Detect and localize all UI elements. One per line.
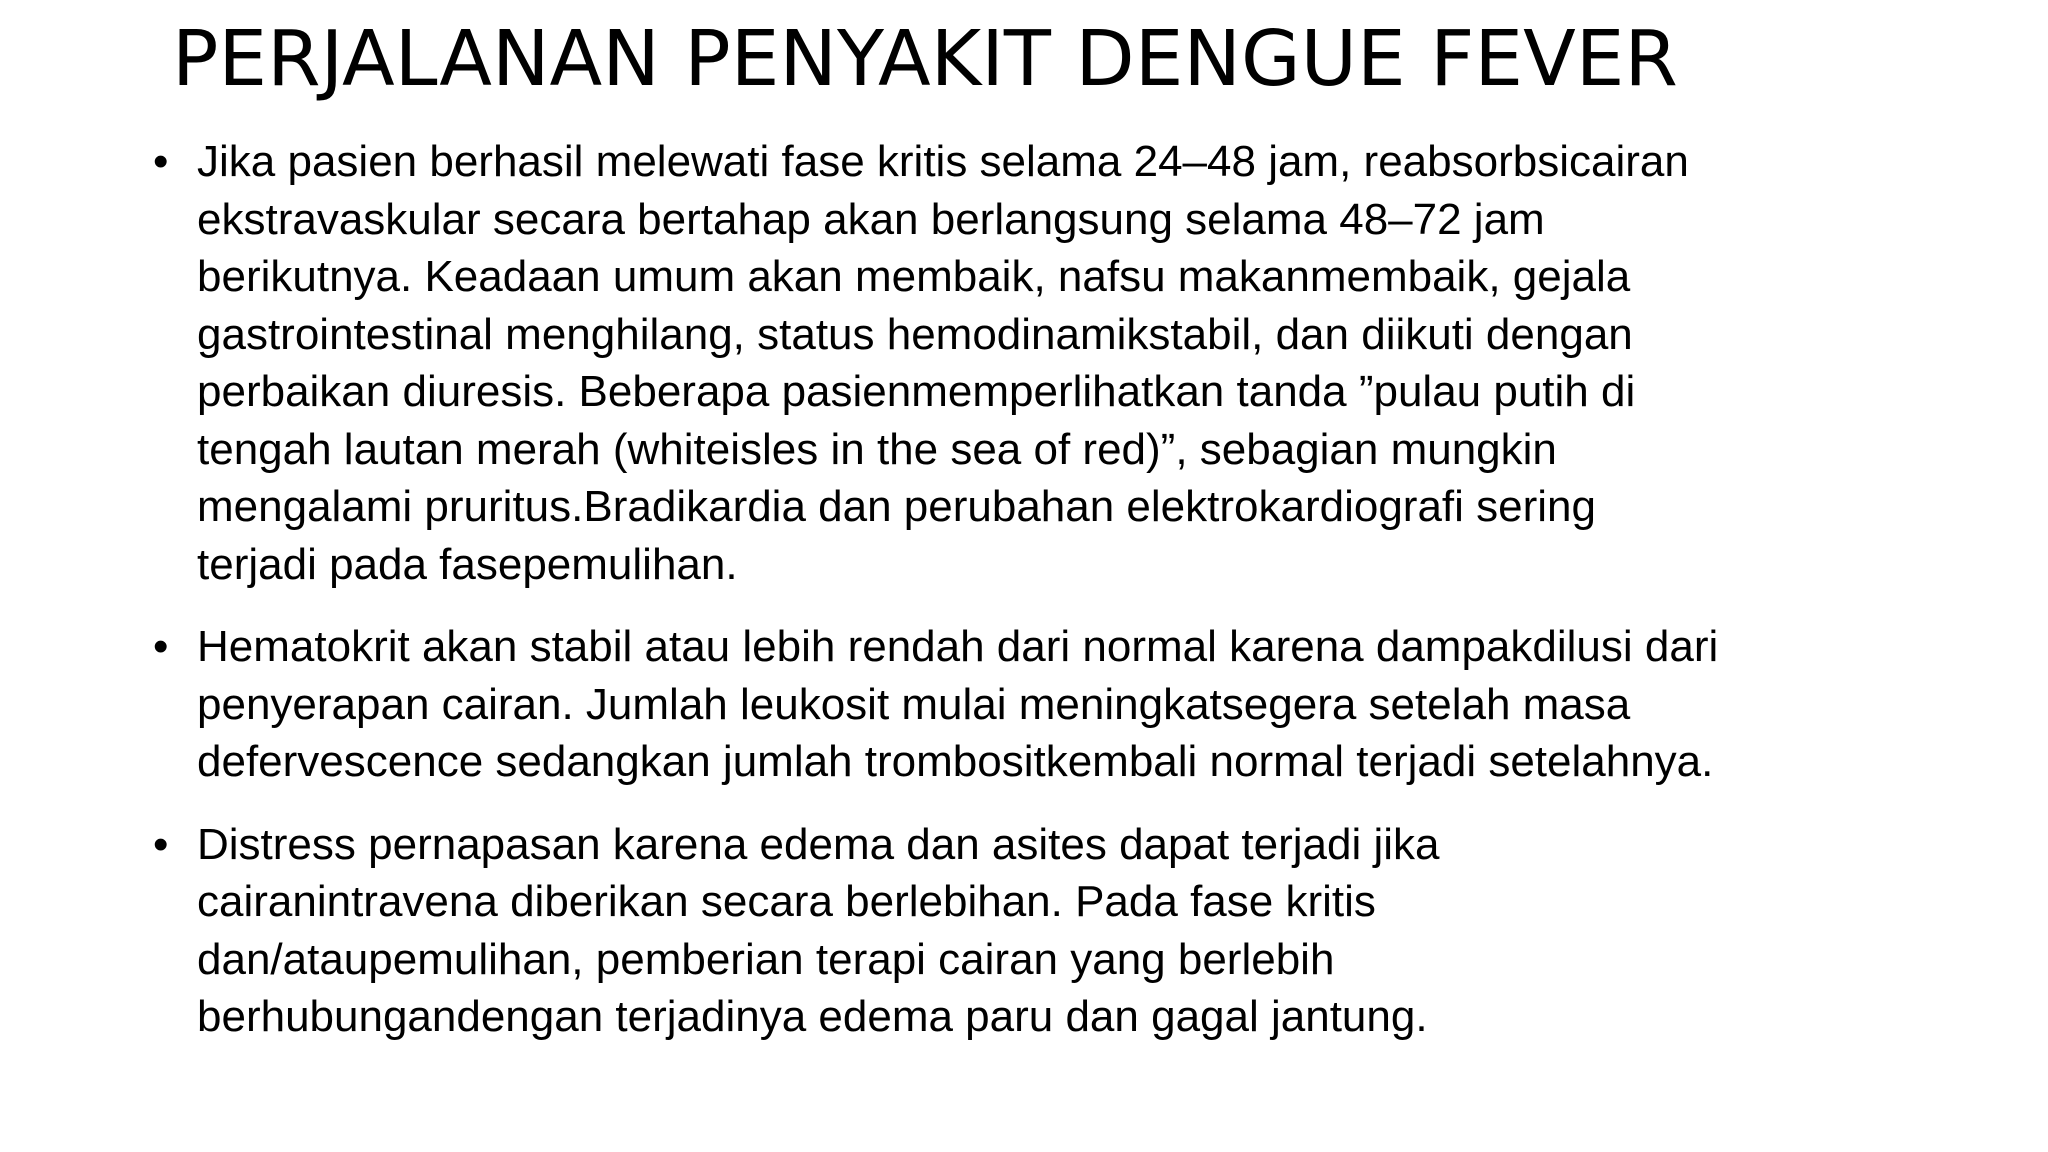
bullet-item-1 (153, 133, 1933, 593)
bullet-line: perbaikan diuresis. Beberapa pasienmemperlihatkan tanda ”pulau putih di (197, 367, 1636, 416)
bullet-line: tengah lautan merah (whiteisles in the sea of red)”, sebagian mungkin (197, 424, 1557, 474)
bullet-item-3 (153, 816, 1933, 1046)
bullet-line: Hematokrit akan stabil atau lebih rendah dari normal karena dampakdilusi dari (197, 622, 1719, 671)
bullet-dot: • (153, 137, 169, 186)
bullet-dot: • (153, 819, 169, 869)
bullet-line: terjadi pada fasepemulihan. (197, 539, 738, 589)
bullet-line: mengalami pruritus.Bradikardia dan perubahan elektrokardiografi sering (197, 482, 1596, 531)
bullet-item-2 (153, 618, 1933, 791)
bullet-line: cairanintravena diberikan secara berlebihan. Pada fase kritis (197, 877, 1376, 926)
bullet-line: gastrointestinal menghilang, status hemodinamikstabil, dan diikuti dengan (197, 309, 1633, 359)
bullet-line: Jika pasien berhasil melewati fase kritis selama 24–48 jam, reabsorbsicairan (197, 137, 1689, 186)
bullet-dot: • (153, 622, 169, 671)
slide-title: PERJALANAN PENYAKIT DENGUE FEVER (172, 15, 1678, 104)
bullet-line: defervescence sedangkan jumlah trombositkembali normal terjadi setelahnya. (197, 737, 1714, 786)
bullet-list (153, 133, 1933, 1071)
bullet-line: ekstravaskular secara bertahap akan berlangsung selama 48–72 jam (197, 194, 1545, 244)
bullet-line: dan/ataupemulihan, pemberian terapi cairan yang berlebih (197, 934, 1335, 984)
bullet-line: Distress pernapasan karena edema dan asites dapat terjadi jika (197, 819, 1440, 869)
bullet-line: penyerapan cairan. Jumlah leukosit mulai meningkatsegera setelah masa (197, 679, 1631, 729)
bullet-line: berhubungandengan terjadinya edema paru dan gagal jantung. (197, 992, 1428, 1041)
bullet-line: berikutnya. Keadaan umum akan membaik, nafsu makanmembaik, gejala (197, 252, 1631, 301)
